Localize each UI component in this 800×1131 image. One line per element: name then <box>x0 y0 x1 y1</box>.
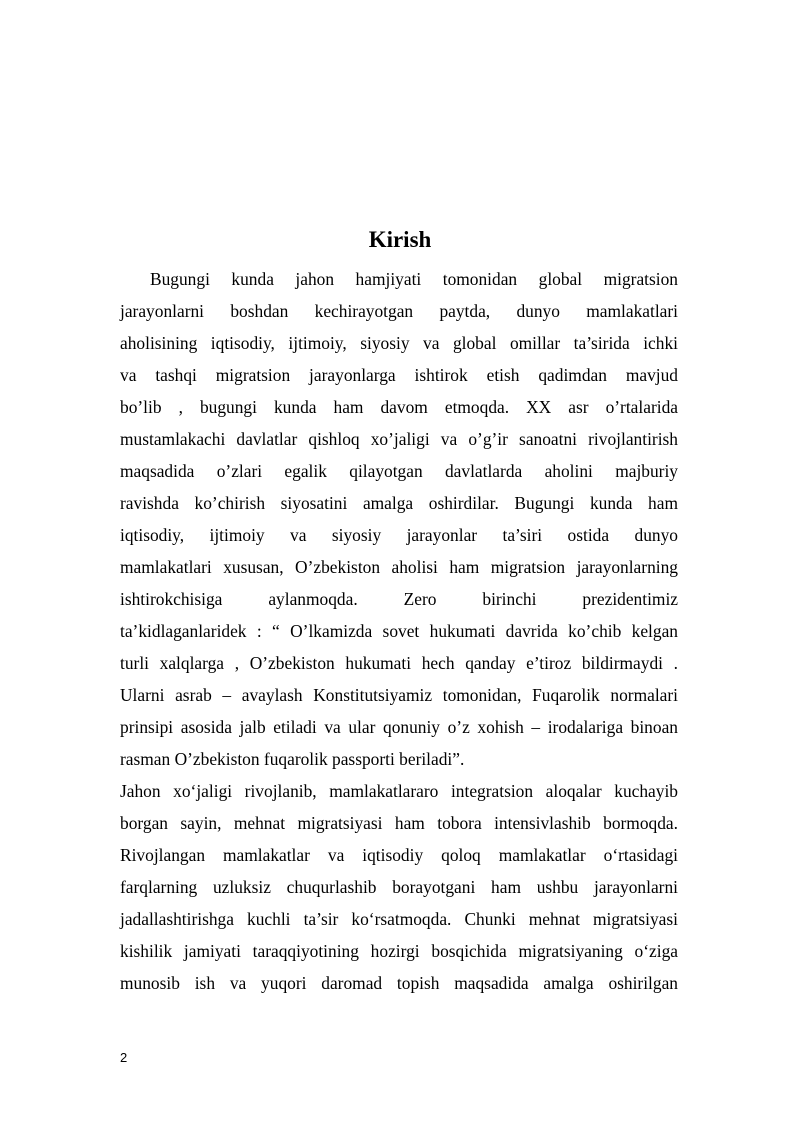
paragraph-line: ta’kidlaganlaridek : “ O’lkamizda sovet hukumati davrida ko’chib kelgan <box>120 621 678 641</box>
paragraph-line: jarayonlarni boshdan kechirayotgan paytda, dunyo mamlakatlari <box>120 301 678 321</box>
paragraph-line: Ularni asrab – avaylash Konstitutsiyamiz tomonidan, Fuqarolik normalari <box>120 685 678 705</box>
paragraph-line: Rivojlangan mamlakatlar va iqtisodiy qoloq mamlakatlar o‘rtasidagi <box>120 845 678 865</box>
paragraph-line: rasman O’zbekiston fuqarolik passporti beriladi”. <box>120 749 465 769</box>
paragraph-line: maqsadida o’zlari egalik qilayotgan davlatlarda aholini majburiy <box>120 461 678 481</box>
paragraph-line: bo’lib , bugungi kunda ham davom etmoqda. XX asr o’rtalarida <box>120 397 678 417</box>
paragraph-line: mamlakatlari xususan, O’zbekiston aholisi ham migratsion jarayonlarning <box>120 557 678 577</box>
paragraph-line: aholisining iqtisodiy, ijtimoiy, siyosiy va global omillar ta’sirida ichki <box>120 333 678 353</box>
paragraph-line: Jahon xo‘jaligi rivojlanib, mamlakatlararo integratsion aloqalar kuchayib <box>120 781 678 801</box>
paragraph-line: iqtisodiy, ijtimoiy va siyosiy jarayonlar ta’siri ostida dunyo <box>120 525 678 545</box>
paragraph-line: Bugungi kunda jahon hamjiyati tomonidan global migratsion <box>150 269 678 289</box>
paragraph-line: jadallashtirishga kuchli ta’sir ko‘rsatmoqda. Chunki mehnat migratsiyasi <box>120 909 678 929</box>
paragraph-line: kishilik jamiyati taraqqiyotining hozirgi bosqichida migratsiyaning o‘ziga <box>120 941 678 961</box>
paragraph-line: turli xalqlarga , O’zbekiston hukumati hech qanday e’tiroz bildirmaydi . <box>120 653 678 673</box>
page-title: Kirish <box>368 227 432 252</box>
paragraph-line: munosib ish va yuqori daromad topish maqsadida amalga oshirilgan <box>120 973 678 993</box>
paragraph-line: mustamlakachi davlatlar qishloq xo’jaligi va o’g’ir sanoatni rivojlantirish <box>120 429 678 449</box>
paragraph-line: ravishda ko’chirish siyosatini amalga oshirdilar. Bugungi kunda ham <box>120 493 678 513</box>
paragraph-line: va tashqi migratsion jarayonlarga ishtirok etish qadimdan mavjud <box>120 365 678 385</box>
paragraph-line: prinsipi asosida jalb etiladi va ular qonuniy o’z xohish – irodalariga binoan <box>120 717 678 737</box>
paragraph-line: ishtirokchisiga aylanmoqda. Zero birinchi prezidentimiz <box>120 589 678 609</box>
paragraph-line: borgan sayin, mehnat migratsiyasi ham tobora intensivlashib bormoqda. <box>120 813 678 833</box>
page-number: 2 <box>120 1050 128 1065</box>
paragraph-line: farqlarning uzluksiz chuqurlashib borayotgani ham ushbu jarayonlarni <box>120 877 678 897</box>
